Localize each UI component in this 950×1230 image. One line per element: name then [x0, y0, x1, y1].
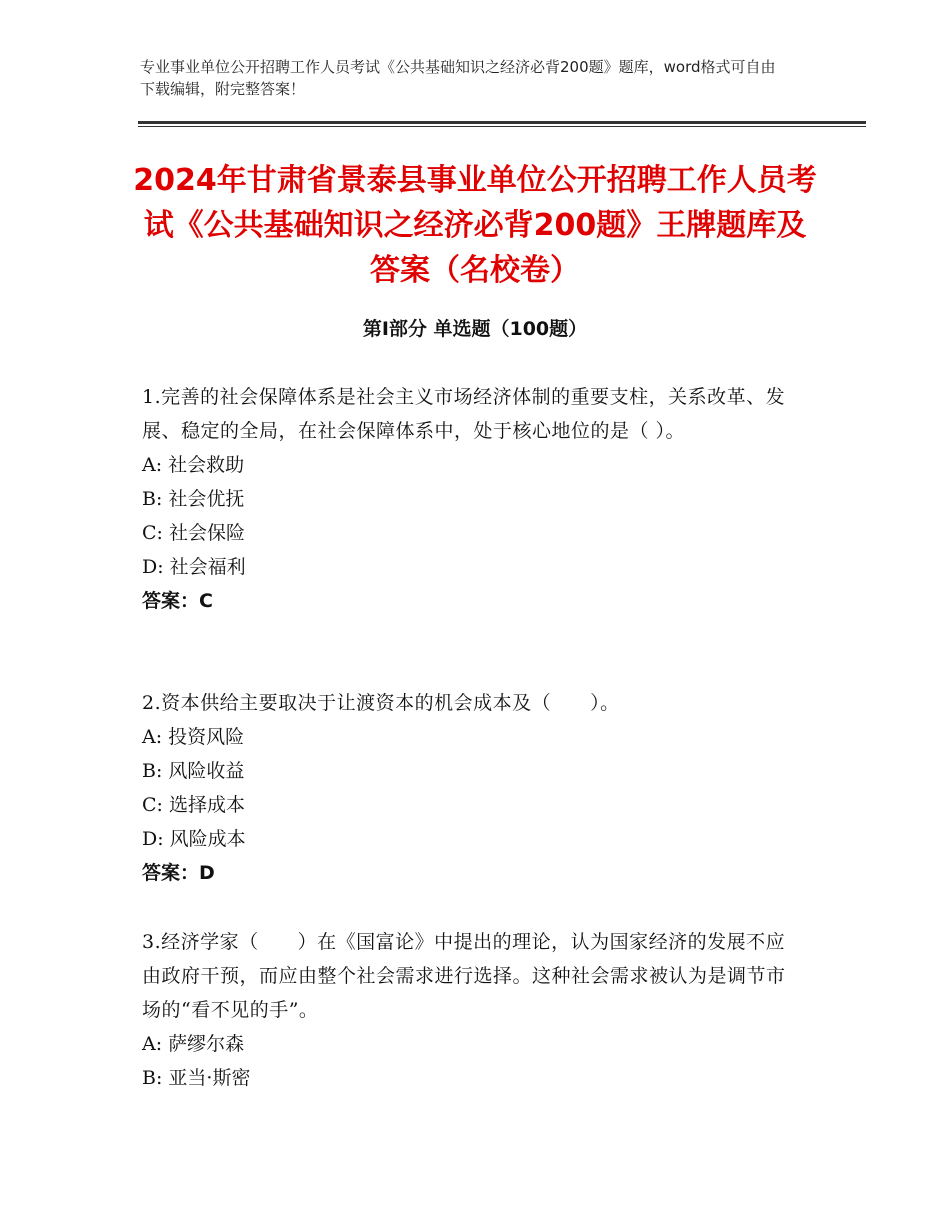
question-stem: 3.经济学家（ ）在《国富论》中提出的理论，认为国家经济的发展不应由政府干预，而应由整个社会需求进行选择。这种社会需求被认为是调节市场的“看不见的手”。 [142, 931, 786, 1021]
answer: 答案：D [142, 862, 215, 884]
question-3 [142, 925, 802, 1095]
header-rule-thin [138, 126, 866, 127]
question-1 [142, 380, 802, 618]
question-stem: 1.完善的社会保障体系是社会主义市场经济体制的重要支柱，关系改革、发展、稳定的全局，在社会保障体系中，处于核心地位的是（ ）。 [142, 386, 786, 442]
answer: 答案：C [142, 590, 213, 612]
header-note: 专业事业单位公开招聘工作人员考试《公共基础知识之经济必背200题》题库，word格式可自由下载编辑，附完整答案！ [140, 58, 776, 98]
option-d: D: 风险成本 [142, 828, 246, 850]
question-stem: 2.资本供给主要取决于让渡资本的机会成本及（ ）。 [142, 692, 620, 714]
question-2 [142, 686, 802, 890]
option-c: C: 选择成本 [142, 794, 245, 816]
option-b: B: 亚当·斯密 [142, 1067, 251, 1089]
option-a: A: 萨缪尔森 [142, 1033, 245, 1055]
section-title: 第Ⅰ部分 单选题（100题） [362, 318, 588, 340]
option-a: A: 社会救助 [142, 454, 245, 476]
option-b: B: 社会优抚 [142, 488, 245, 510]
header-rule-thick [138, 121, 866, 124]
option-a: A: 投资风险 [142, 726, 245, 748]
option-d: D: 社会福利 [142, 556, 246, 578]
document-title: 2024年甘肃省景泰县事业单位公开招聘工作人员考试《公共基础知识之经济必背200题》王牌题库及答案（名校卷） [133, 163, 817, 288]
option-b: B: 风险收益 [142, 760, 245, 782]
option-c: C: 社会保险 [142, 522, 245, 544]
